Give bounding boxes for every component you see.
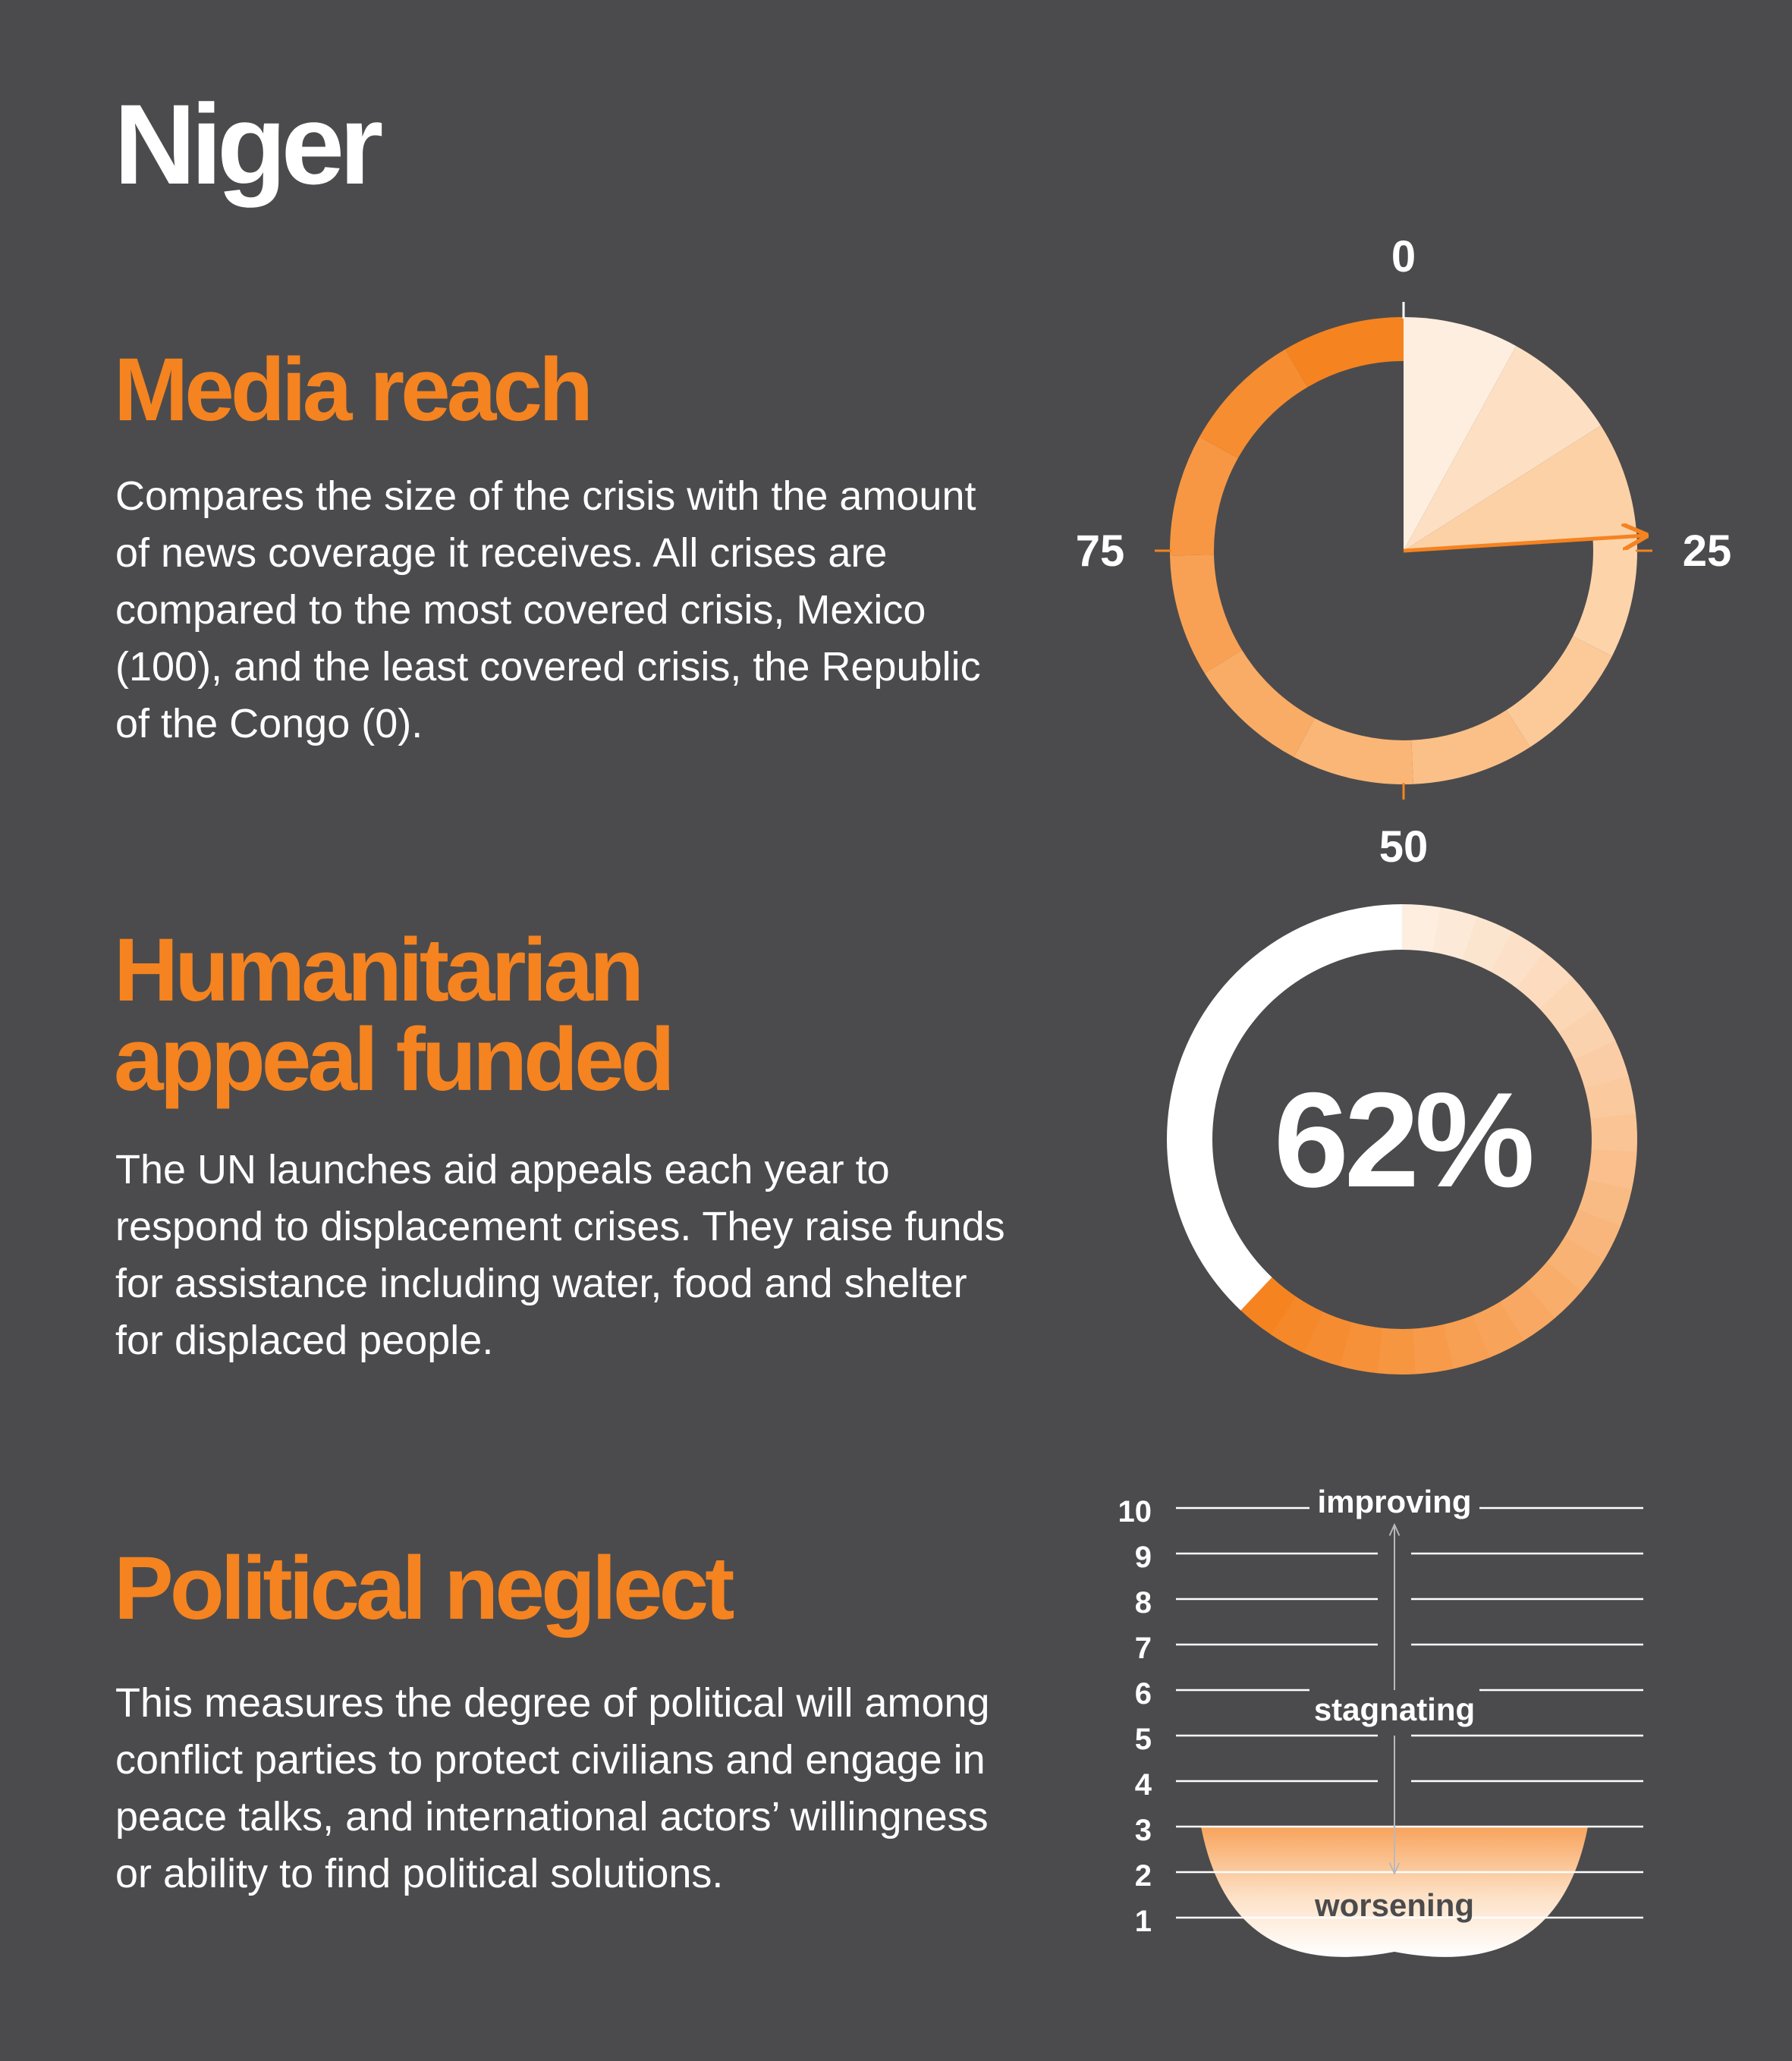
gauge-tick-label: 25 xyxy=(1682,526,1732,576)
scale-level-label: 8 xyxy=(1134,1586,1152,1620)
gauge-ring-segment xyxy=(1170,555,1242,673)
political-neglect-heading: Political neglect xyxy=(114,1538,731,1638)
appeal-description: The UN launches aid appeals each year to respond to displacement crises. They raise funds for assistance including water, food and shelter for displaced people. xyxy=(115,1147,1005,1363)
gauge-ring-segment xyxy=(1411,710,1529,784)
gauge-ring-segment xyxy=(1205,650,1315,757)
donut-funded-segment xyxy=(1590,1114,1637,1152)
scale-level-label: 10 xyxy=(1118,1495,1152,1528)
political-neglect-description: This measures the degree of political will among conflict parties to protect civilians and engage in peace talks, and international actors’ willingness or ability to find political solutions. xyxy=(115,1680,990,1896)
scale-level-label: 4 xyxy=(1134,1768,1152,1802)
appeal-heading-line2: appeal funded xyxy=(114,1010,671,1110)
scale-level-label: 9 xyxy=(1134,1541,1152,1574)
scale-level-label: 7 xyxy=(1134,1632,1152,1665)
political-neglect-scale xyxy=(1118,1484,1644,1957)
gauge-tick-label: 75 xyxy=(1075,526,1125,576)
media-reach-description: Compares the size of the crisis with the amount of news coverage it receives. All crises are compared to the most covered crisis, Mexico (100), and the least covered crisis, the Republic of the Congo (0). xyxy=(115,473,981,746)
scale-level-label: 5 xyxy=(1134,1723,1152,1756)
donut-center-label: 62% xyxy=(1273,1064,1531,1215)
scale-level-label: 3 xyxy=(1134,1814,1152,1847)
donut-funded-segment xyxy=(1377,1328,1416,1375)
gauge-ring-segment xyxy=(1199,349,1307,458)
appeal-heading-line1: Humanitarian xyxy=(114,920,641,1020)
gauge-tick-label: 0 xyxy=(1391,232,1416,281)
gauge-ring-segment xyxy=(1573,536,1637,656)
appeal-funded-donut xyxy=(1167,904,1637,1375)
page-title: Niger xyxy=(114,80,379,208)
gauge-ring-segment xyxy=(1170,437,1238,556)
scale-level-label: 6 xyxy=(1134,1677,1152,1711)
gauge-tick-label: 50 xyxy=(1379,822,1429,872)
gauge-ring-segment xyxy=(1285,317,1404,387)
scale-label-improving: improving xyxy=(1317,1484,1472,1519)
media-reach-gauge xyxy=(1076,232,1732,872)
gauge-ring-segment xyxy=(1294,718,1413,784)
scale-label-worsening: worsening xyxy=(1314,1887,1475,1923)
gauge-ring-segment xyxy=(1506,636,1611,747)
scale-level-label: 2 xyxy=(1134,1859,1152,1893)
scale-label-stagnating: stagnating xyxy=(1313,1692,1476,1727)
scale-level-label: 1 xyxy=(1134,1905,1152,1938)
media-reach-heading: Media reach xyxy=(114,340,590,440)
